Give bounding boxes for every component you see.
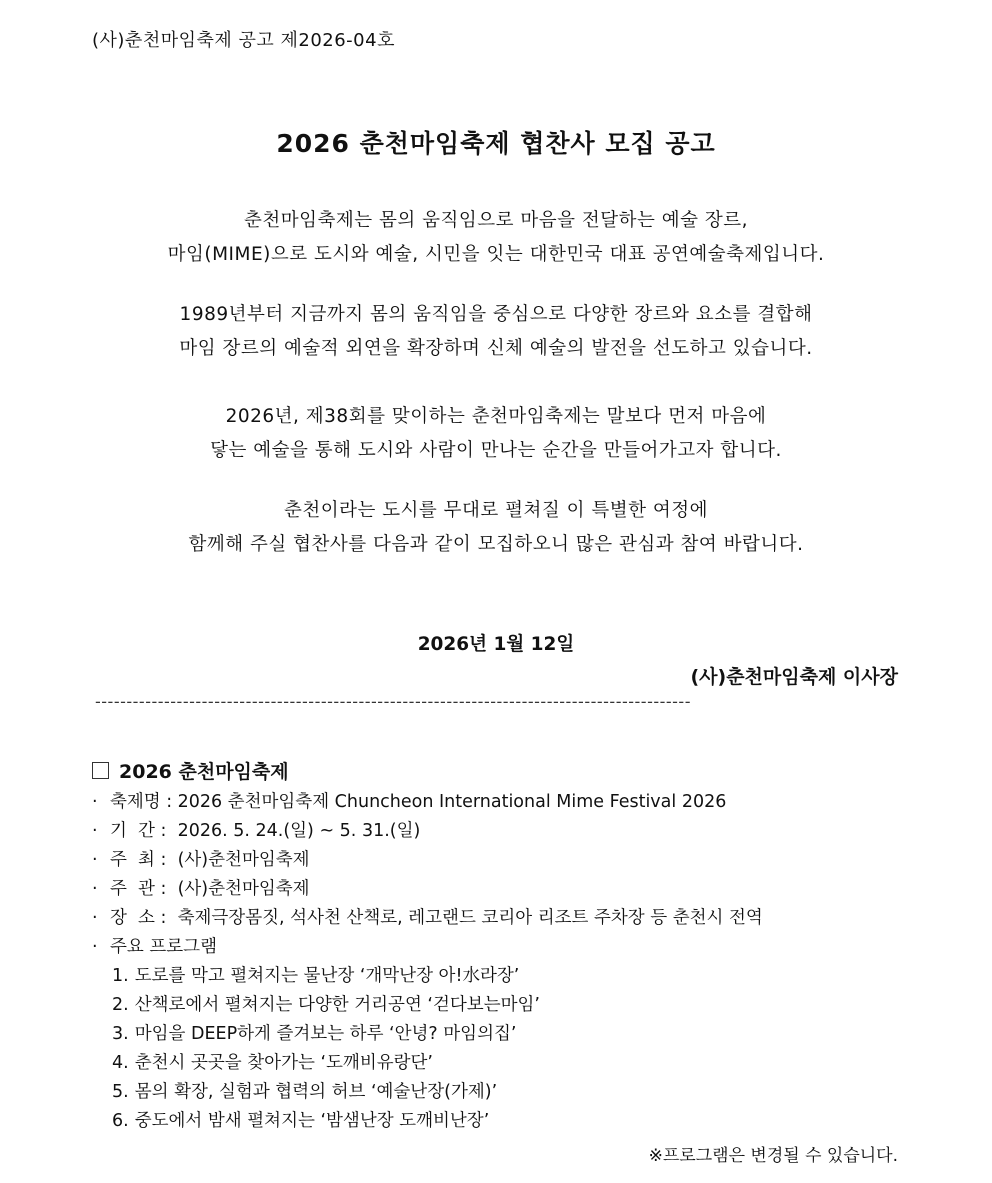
program-number: 6. (112, 1111, 129, 1131)
info-row-programs (92, 933, 912, 962)
intro-paragraph (0, 298, 992, 366)
program-text: 몸의 확장, 실험과 협력의 허브 ‘예술난장(가제)’ (134, 1082, 498, 1102)
program-text: 춘천시 곳곳을 찾아가는 ‘도깨비유랑단’ (134, 1053, 433, 1073)
program-text: 마임을 DEEP하게 즐겨보는 하루 ‘안녕? 마임의집’ (134, 1024, 517, 1044)
intro-line: 2026년, 제38회를 맞이하는 춘천마임축제는 말보다 먼저 마음에 (225, 406, 767, 427)
info-row-host (92, 846, 912, 875)
info-label: 주 관 : (110, 879, 167, 899)
bullet: · (92, 850, 98, 870)
info-value: 2026. 5. 24.(일) ~ 5. 31.(일) (177, 821, 421, 841)
intro-line: 마임 장르의 예술적 외연을 확장하며 신체 예술의 발전을 선도하고 있습니다. (179, 338, 813, 359)
program-text: 중도에서 밤새 펼쳐지는 ‘밤샘난장 도깨비난장’ (134, 1111, 490, 1131)
footnote: ※프로그램은 변경될 수 있습니다. (648, 1146, 898, 1166)
page-title: 2026 춘천마임축제 협찬사 모집 공고 (276, 129, 716, 158)
program-text: 산책로에서 펼쳐지는 다양한 거리공연 ‘걷다보는마임’ (134, 995, 540, 1015)
notice-date: 2026년 1월 12일 (417, 634, 575, 655)
info-row-period (92, 817, 912, 846)
program-item (112, 1049, 912, 1078)
intro-line: 1989년부터 지금까지 몸의 움직임을 중심으로 다양한 장르와 요소를 결합해 (179, 304, 813, 325)
intro-line: 춘천마임축제는 몸의 움직임으로 마음을 전달하는 예술 장르, (244, 210, 748, 231)
program-item (112, 1107, 912, 1136)
info-value: 2026 춘천마임축제 Chuncheon International Mime Festival 2026 (177, 792, 727, 812)
section-heading (92, 758, 912, 786)
intro-line: 함께해 주실 협찬사를 다음과 같이 모집하오니 많은 관심과 참여 바랍니다. (188, 534, 804, 555)
intro-paragraph (0, 494, 992, 562)
program-text: 도로를 막고 펼쳐지는 물난장 ‘개막난장 아!水라장’ (134, 966, 520, 986)
bullet: · (92, 879, 98, 899)
intro-line: 닿는 예술을 통해 도시와 사람이 만나는 순간을 만들어가고자 합니다. (210, 440, 782, 461)
program-item (112, 991, 912, 1020)
divider-line: ----------------------------------------------------------------------------------------------- (95, 695, 691, 709)
intro-line: 마임(MIME)으로 도시와 예술, 시민을 잇는 대한민국 대표 공연예술축제입니다. (167, 244, 825, 265)
bullet: · (92, 821, 98, 841)
program-number: 5. (112, 1082, 129, 1102)
bullet: · (92, 937, 98, 957)
program-number: 1. (112, 966, 129, 986)
intro-text (0, 204, 992, 562)
section-heading-text: 2026 춘천마임축제 (119, 761, 289, 783)
notice-number: (사)춘천마임축제 공고 제2026-04호 (92, 30, 395, 51)
program-number: 4. (112, 1053, 129, 1073)
program-item (112, 962, 912, 991)
info-label: 주요 프로그램 (110, 937, 217, 957)
info-label: 축제명 : (110, 792, 173, 812)
program-number: 2. (112, 995, 129, 1015)
info-row-name (92, 788, 912, 817)
program-list (92, 962, 912, 1136)
info-label: 주 최 : (110, 850, 167, 870)
program-number: 3. (112, 1024, 129, 1044)
festival-info-section (92, 758, 912, 1136)
intro-paragraph (0, 204, 992, 272)
bullet: · (92, 908, 98, 928)
info-label: 기 간 : (110, 821, 167, 841)
signer: (사)춘천마임축제 이사장 (690, 666, 898, 688)
info-value: (사)춘천마임축제 (177, 850, 310, 870)
program-item (112, 1020, 912, 1049)
checkbox-square-icon (92, 762, 109, 779)
program-item (112, 1078, 912, 1107)
info-label: 장 소 : (110, 908, 167, 928)
bullet: · (92, 792, 98, 812)
info-value: 축제극장몸짓, 석사천 산책로, 레고랜드 코리아 리조트 주차장 등 춘천시 전역 (177, 908, 763, 928)
intro-paragraph (0, 400, 992, 468)
info-row-venue (92, 904, 912, 933)
intro-line: 춘천이라는 도시를 무대로 펼쳐질 이 특별한 여정에 (283, 500, 709, 521)
info-value: (사)춘천마임축제 (177, 879, 310, 899)
info-row-organizer (92, 875, 912, 904)
